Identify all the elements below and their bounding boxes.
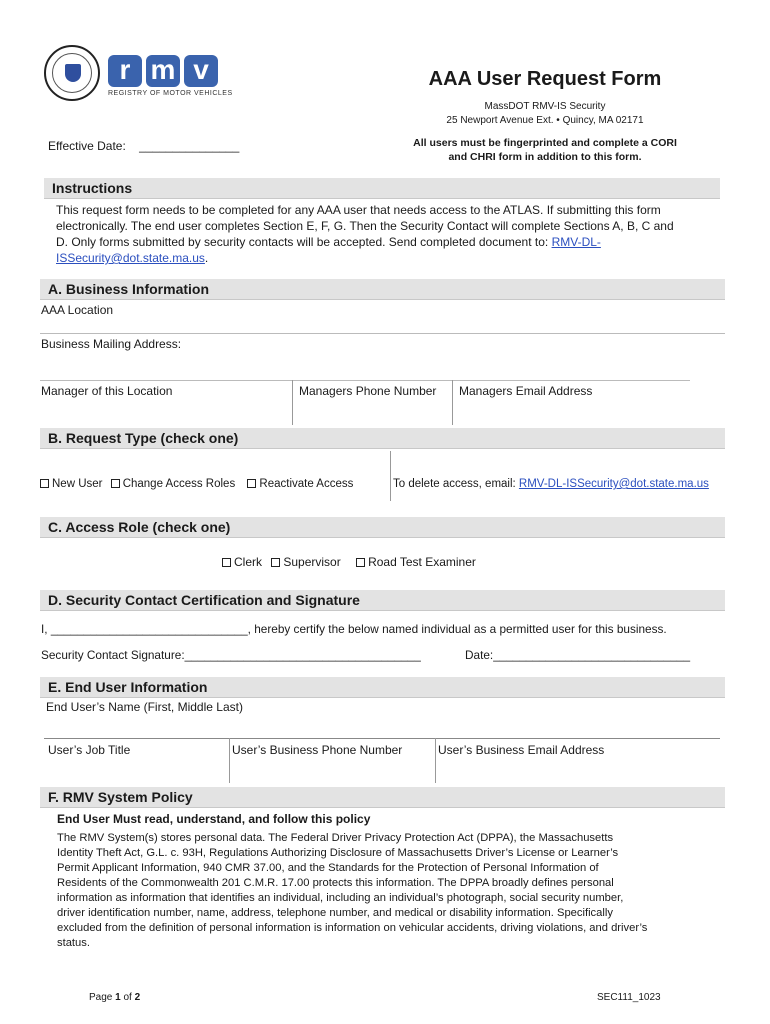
form-title: AAA User Request Form: [428, 68, 662, 90]
end-user-name-label: End User’s Name (First, Middle Last): [46, 700, 243, 714]
instructions-line-2: electronically. The end user completes Section E, F, G. Then the Security Contact will complete Sections A, B, C and: [56, 219, 674, 233]
policy-text: [57, 831, 727, 951]
page-of: of: [120, 992, 135, 1003]
divider: [292, 380, 293, 425]
aaa-location-line[interactable]: [40, 333, 725, 334]
checkbox-icon[interactable]: [222, 558, 231, 567]
manager-phone-label: Managers Phone Number: [299, 384, 437, 398]
page-current: 1: [115, 992, 121, 1003]
date-line[interactable]: Date:______________________________: [465, 648, 691, 662]
policy-line: excluded from the definition of personal information is information on vehicular accidents, driving violations, and driver’s: [57, 922, 648, 934]
supervisor-label: Supervisor: [283, 555, 341, 569]
end-user-name-line[interactable]: [44, 738, 720, 739]
policy-line: status.: [57, 937, 90, 949]
policy-subheading: End User Must read, understand, and follow this policy: [57, 812, 371, 826]
checkbox-icon[interactable]: [356, 558, 365, 567]
clerk-option[interactable]: [222, 555, 262, 569]
policy-line: The RMV System(s) stores personal data. The Federal Driver Privacy Protection Act (DPPA), the Massachusetts: [57, 832, 614, 844]
rmv-logo-r: r: [108, 55, 142, 87]
access-role-options: [222, 555, 476, 569]
aaa-location-label: AAA Location: [41, 303, 114, 317]
delete-access-note: [393, 478, 709, 490]
job-title-label: User’s Job Title: [48, 743, 131, 757]
effective-date-label: Effective Date:: [48, 139, 126, 153]
policy-line: Residents of the Commonwealth 201 C.M.R. 17.00 protects this information. The DPPA broadly defines personal: [57, 877, 614, 889]
new-user-label: New User: [52, 478, 103, 490]
instructions-heading: Instructions: [44, 178, 720, 199]
section-c-heading: C. Access Role (check one): [40, 517, 725, 538]
change-roles-option[interactable]: [111, 478, 236, 490]
instructions-line-3-text: D. Only forms submitted by security contacts will be accepted. Send completed document to:: [56, 235, 552, 249]
massachusetts-seal-logo: [44, 45, 100, 101]
dept-name: MassDOT RMV-IS Security: [484, 101, 606, 112]
divider: [452, 380, 453, 425]
clerk-label: Clerk: [234, 555, 263, 569]
delete-access-text: To delete access, email:: [393, 478, 519, 490]
instructions-period: .: [204, 251, 209, 265]
certify-line[interactable]: I, ______________________________, hereby certify the below named individual as a permitted user for this business.: [41, 622, 667, 636]
manager-label: Manager of this Location: [41, 384, 173, 398]
instructions-line-1: This request form needs to be completed for any AAA user that needs access to the ATLAS. If submitting this form: [56, 203, 661, 217]
user-phone-label: User’s Business Phone Number: [232, 743, 403, 757]
divider: [435, 738, 436, 783]
effective-date: [48, 139, 239, 153]
mailing-address-line[interactable]: [40, 380, 690, 381]
instructions-line-3: [56, 234, 726, 250]
user-email-label: User’s Business Email Address: [438, 743, 605, 757]
checkbox-icon[interactable]: [247, 479, 256, 488]
divider: [229, 738, 230, 783]
form-code: SEC111_1023: [597, 992, 661, 1003]
mailing-address-label: Business Mailing Address:: [41, 337, 182, 351]
checkbox-icon[interactable]: [271, 558, 280, 567]
checkbox-icon[interactable]: [111, 479, 120, 488]
instructions-email-link-1[interactable]: RMV-DL-: [551, 235, 601, 249]
page-prefix: Page: [89, 992, 116, 1003]
page-number: [89, 992, 140, 1003]
reactivate-label: Reactivate Access: [259, 478, 354, 490]
request-type-options: [40, 478, 353, 490]
instructions-text: [56, 202, 726, 266]
supervisor-option[interactable]: [271, 555, 340, 569]
logo-subtitle: REGISTRY OF MOTOR VEHICLES: [108, 90, 233, 97]
dept-address: 25 Newport Avenue Ext. • Quincy, MA 02171: [446, 115, 644, 126]
divider: [390, 451, 391, 501]
section-e-heading: E. End User Information: [40, 677, 725, 698]
manager-email-label: Managers Email Address: [459, 384, 593, 398]
rmv-logo-m: m: [146, 55, 180, 87]
policy-line: Permit Applicant Information, 940 CMR 37.00, and the Standards for the Protection of Personal Information of: [57, 862, 599, 874]
fingerprint-note-2: and CHRI form in addition to this form.: [448, 151, 642, 163]
new-user-option[interactable]: [40, 478, 102, 490]
road-test-label: Road Test Examiner: [368, 555, 476, 569]
section-f-heading: F. RMV System Policy: [40, 787, 725, 808]
instructions-email-link-2[interactable]: ISSecurity@dot.state.ma.us: [56, 251, 205, 265]
section-b-heading: B. Request Type (check one): [40, 428, 725, 449]
section-a-heading: A. Business Information: [40, 279, 725, 300]
checkbox-icon[interactable]: [40, 479, 49, 488]
effective-date-field[interactable]: _______________: [139, 139, 240, 153]
page-total: 2: [134, 992, 141, 1003]
policy-line: information as information that identifies an individual, including an individual’s photograph, social security number,: [57, 892, 624, 904]
section-d-heading: D. Security Contact Certification and Signature: [40, 590, 725, 611]
signature-line[interactable]: Security Contact Signature:____________________________________: [41, 648, 421, 662]
policy-line: driver identification number, name, address, telephone number, and medical or disability information. Specifically: [57, 907, 613, 919]
reactivate-option[interactable]: [247, 478, 353, 490]
change-roles-label: Change Access Roles: [122, 478, 236, 490]
road-test-option[interactable]: [356, 555, 476, 569]
instructions-line-4: [56, 250, 726, 266]
rmv-logo-v: v: [184, 55, 218, 87]
delete-access-email-link[interactable]: RMV-DL-ISSecurity@dot.state.ma.us: [518, 478, 709, 490]
fingerprint-note-1: All users must be fingerprinted and complete a CORI: [413, 137, 677, 149]
policy-line: Identity Theft Act, G.L. c. 93H, Regulations Authorizing Disclosure of Massachusetts Driver’s License or Learner’s: [57, 847, 619, 859]
